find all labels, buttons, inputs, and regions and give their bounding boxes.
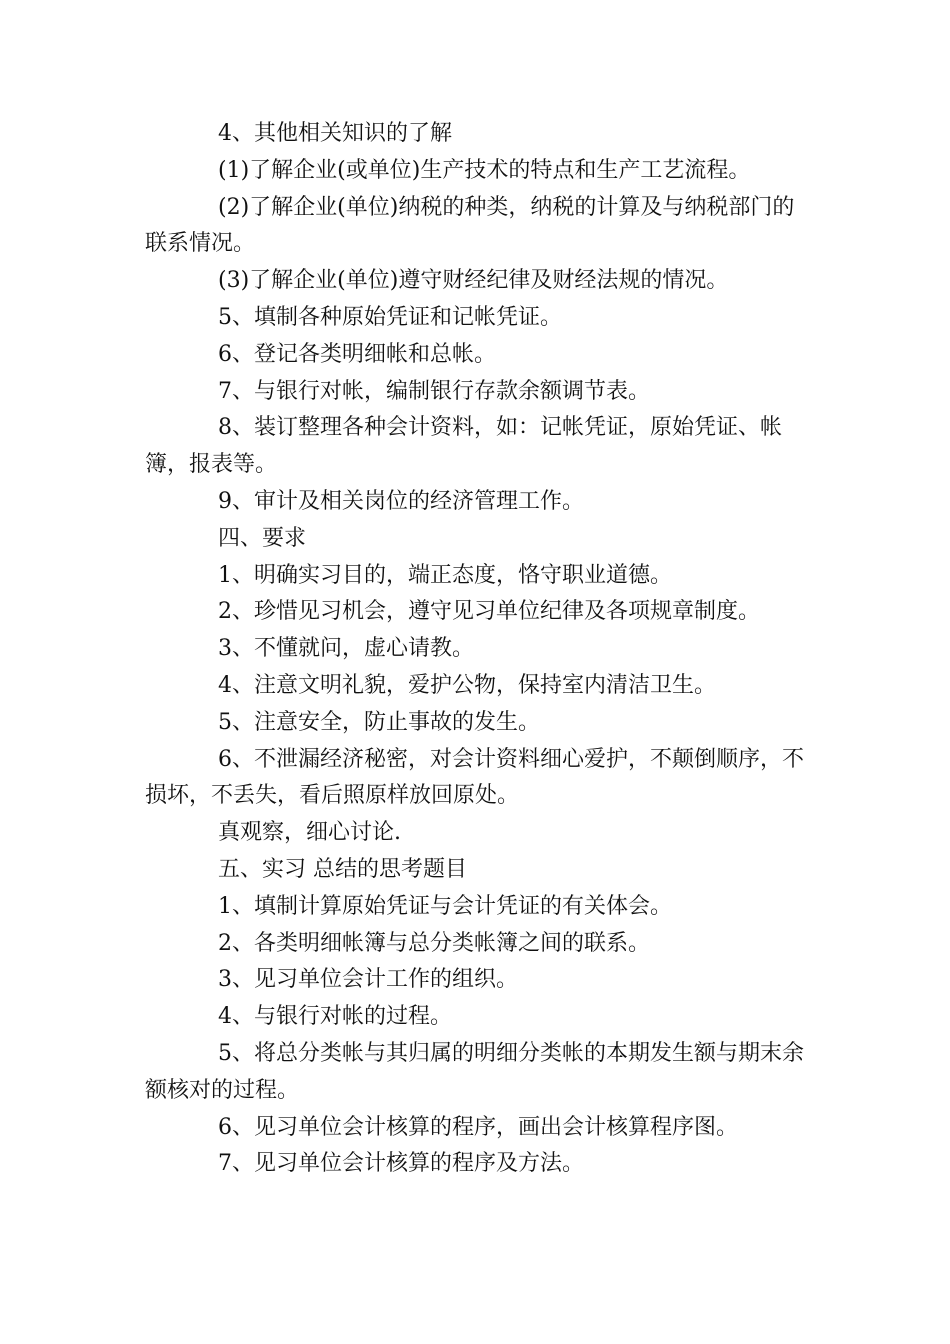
- paragraph-19: 1、填制计算原始凭证与会计凭证的有关体会。: [218, 893, 672, 919]
- paragraph-1: 4、其他相关知识的了解: [218, 121, 452, 146]
- paragraph-21: 3、见习单位会计工作的组织。: [218, 967, 518, 993]
- paragraph-17: 真观察，细心讨论.: [218, 820, 401, 846]
- paragraph-4: (3)了解企业(单位)遵守财经纪律及财经法规的情况。: [218, 268, 729, 294]
- paragraph-9: 9、审计及相关岗位的经济管理工作。: [218, 488, 584, 514]
- paragraph-23: 5、将总分类帐与其归属的明细分类帐的本期发生额与期末余额核对的过程。: [145, 1040, 804, 1103]
- paragraph-16: 6、不泄漏经济秘密，对会计资料细心爱护，不颠倒顺序，不损坏，不丢失，看后照原样放回原处。: [145, 746, 804, 809]
- paragraph-3: (2)了解企业(单位)纳税的种类，纳税的计算及与纳税部门的联系情况。: [145, 194, 795, 257]
- paragraph-25: 7、见习单位会计核算的程序及方法。: [218, 1151, 584, 1177]
- paragraph-11: 1、明确实习目的，端正态度，恪守职业道德。: [218, 562, 672, 588]
- paragraph-24: 6、见习单位会计核算的程序，画出会计核算程序图。: [218, 1114, 738, 1140]
- section-heading-requirements: 四、要求: [218, 525, 307, 551]
- paragraph-20: 2、各类明细帐簿与总分类帐簿之间的联系。: [218, 930, 650, 956]
- paragraph-15: 5、注意安全，防止事故的发生。: [218, 709, 540, 735]
- paragraph-2: (1)了解企业(或单位)生产技术的特点和生产工艺流程。: [218, 157, 751, 183]
- paragraph-6: 6、登记各类明细帐和总帐。: [218, 341, 496, 367]
- paragraph-14: 4、注意文明礼貌，爱护公物，保持室内清洁卫生。: [218, 672, 716, 698]
- paragraph-7: 7、与银行对帐，编制银行存款余额调节表。: [218, 378, 650, 404]
- document-body: [145, 116, 815, 1183]
- paragraph-8: 8、装订整理各种会计资料，如：记帐凭证，原始凭证、帐簿，报表等。: [145, 415, 782, 478]
- paragraph-22: 4、与银行对帐的过程。: [218, 1004, 452, 1030]
- paragraph-13: 3、不懂就问，虚心请教。: [218, 636, 474, 662]
- section-heading-summary-questions: 五、实习 总结的思考题目: [218, 856, 467, 882]
- paragraph-5: 5、填制各种原始凭证和记帐凭证。: [218, 304, 562, 330]
- paragraph-12: 2、珍惜见习机会，遵守见习单位纪律及各项规章制度。: [218, 599, 760, 625]
